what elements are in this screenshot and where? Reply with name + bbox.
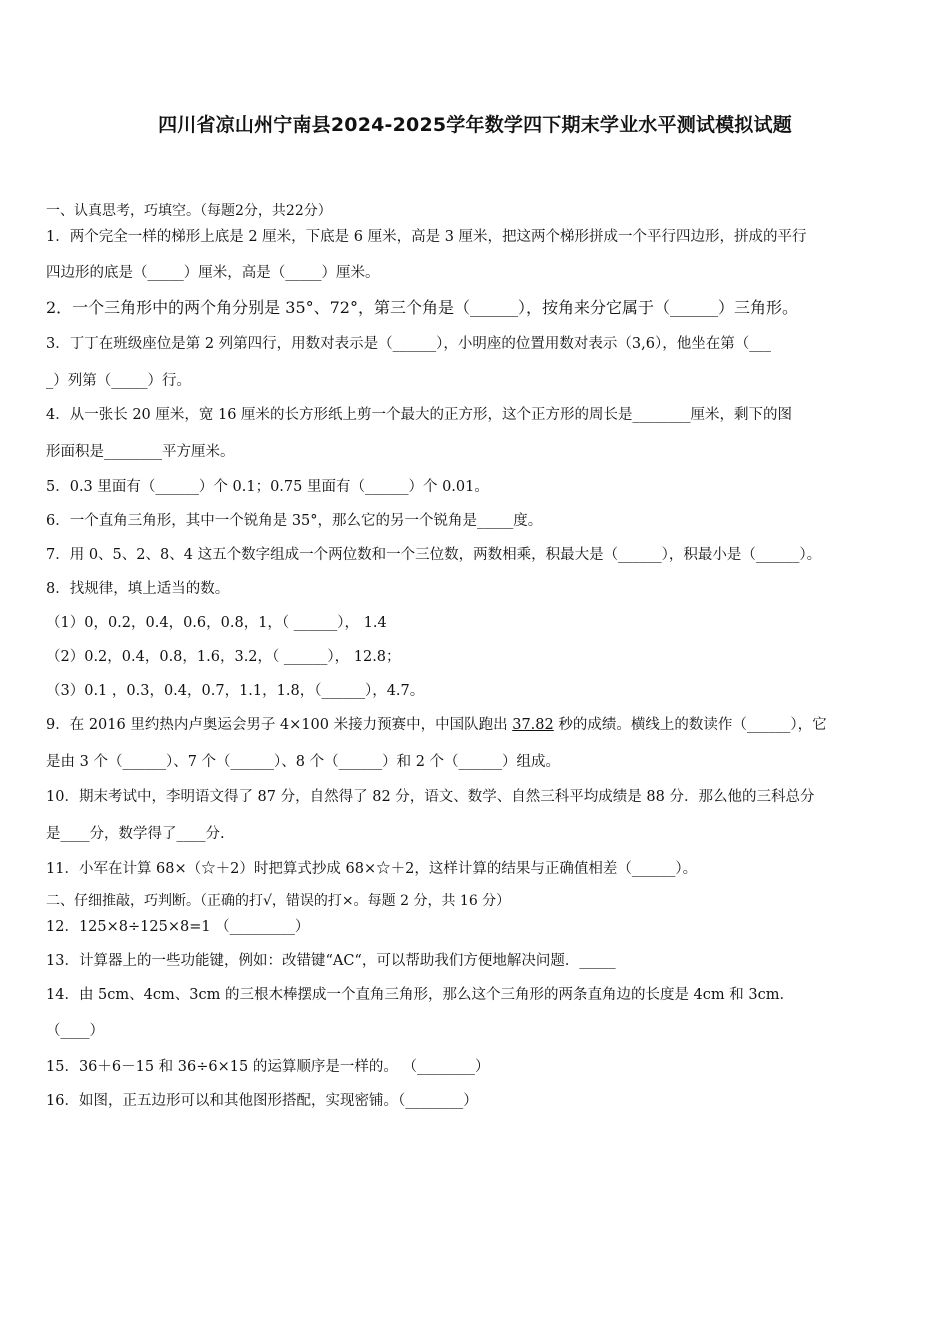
underlined-number: 37.82 — [512, 717, 554, 733]
question-14-line-2: （____） — [46, 1023, 104, 1039]
question-9-line-2: 是由 3 个（______）、7 个（______）、8 个（______）和 2 个（______）组成。 — [46, 754, 561, 770]
section-1-heading: 一、认真思考，巧填空。（每题2分，共22分） — [46, 203, 332, 219]
question-4-line-1: 4．从一张长 20 厘米，宽 16 厘米的长方形纸上剪一个最大的正方形，这个正方形的周长是________厘米，剩下的图 — [46, 407, 793, 423]
question-5: 5．0.3 里面有（______）个 0.1；0.75 里面有（______）个 0.01。 — [46, 479, 489, 495]
question-10-line-1: 10．期末考试中，李明语文得了 87 分，自然得了 82 分，语文、数学、自然三科平均成绩是 88 分．那么他的三科总分 — [46, 789, 815, 805]
question-1-line-2: 四边形的底是（_____）厘米，高是（_____）厘米。 — [46, 265, 380, 281]
question-12: 12．125×8÷125×8=1 （_________） — [46, 919, 310, 935]
question-7: 7．用 0、5、2、8、4 这五个数字组成一个两位数和一个三位数，两数相乘，积最大是（______），积最小是（______）。 — [46, 547, 822, 563]
question-4-line-2: 形面积是________平方厘米。 — [46, 444, 235, 460]
question-8-part-2: （2）0.2，0.4，0.8，1.6，3.2，（ ______）， 12.8； — [46, 649, 401, 665]
question-13: 13．计算器上的一些功能键，例如：改错键“AC“，可以帮助我们方便地解决问题．_____ — [46, 953, 616, 969]
question-8-part-3: （3）0.1 ，0.3，0.4，0.7，1.1，1.8，（______），4.7。 — [46, 683, 425, 699]
question-9-line-1 — [46, 714, 827, 736]
question-3-line-2: _）列第（_____）行。 — [46, 373, 191, 389]
question-6: 6．一个直角三角形，其中一个锐角是 35°，那么它的另一个锐角是_____度。 — [46, 513, 543, 529]
question-9-text-b: 秒的成绩。横线上的数读作（______），它 — [553, 717, 827, 733]
question-1-line-1: 1．两个完全一样的梯形上底是 2 厘米，下底是 6 厘米，高是 3 厘米，把这两个梯形拼成一个平行四边形，拼成的平行 — [46, 229, 807, 245]
question-8-part-1: （1）0，0.2，0.4，0.6，0.8，1，（ ______）， 1.4 — [46, 615, 387, 631]
page-title: 四川省凉山州宁南县2024-2025学年数学四下期末学业水平测试模拟试题 — [158, 114, 792, 136]
section-2-heading: 二、仔细推敲，巧判断。（正确的打√，错误的打×。每题 2 分，共 16 分） — [46, 893, 511, 909]
question-10-line-2: 是____分，数学得了____分. — [46, 826, 225, 842]
question-11: 11．小军在计算 68×（☆＋2）时把算式抄成 68×☆＋2，这样计算的结果与正确值相差（______）。 — [46, 861, 698, 877]
question-8-heading: 8．找规律，填上适当的数。 — [46, 581, 230, 597]
question-9-text-a: 9．在 2016 里约热内卢奥运会男子 4×100 米接力预赛中，中国队跑出 — [46, 717, 513, 733]
question-2: 2．一个三角形中的两个角分别是 35°、72°，第三个角是（______），按角来分它属于（______）三角形。 — [46, 298, 798, 317]
question-15: 15．36＋6－15 和 36÷6×15 的运算顺序是一样的。 （________） — [46, 1059, 490, 1075]
question-3-line-1: 3．丁丁在班级座位是第 2 列第四行，用数对表示是（______），小明座的位置用数对表示（3,6），他坐在第（___ — [46, 336, 771, 352]
question-16: 16．如图，正五边形可以和其他图形搭配，实现密铺。（________） — [46, 1093, 478, 1109]
question-14-line-1: 14．由 5cm、4cm、3cm 的三根木棒摆成一个直角三角形，那么这个三角形的两条直角边的长度是 4cm 和 3cm． — [46, 987, 794, 1003]
